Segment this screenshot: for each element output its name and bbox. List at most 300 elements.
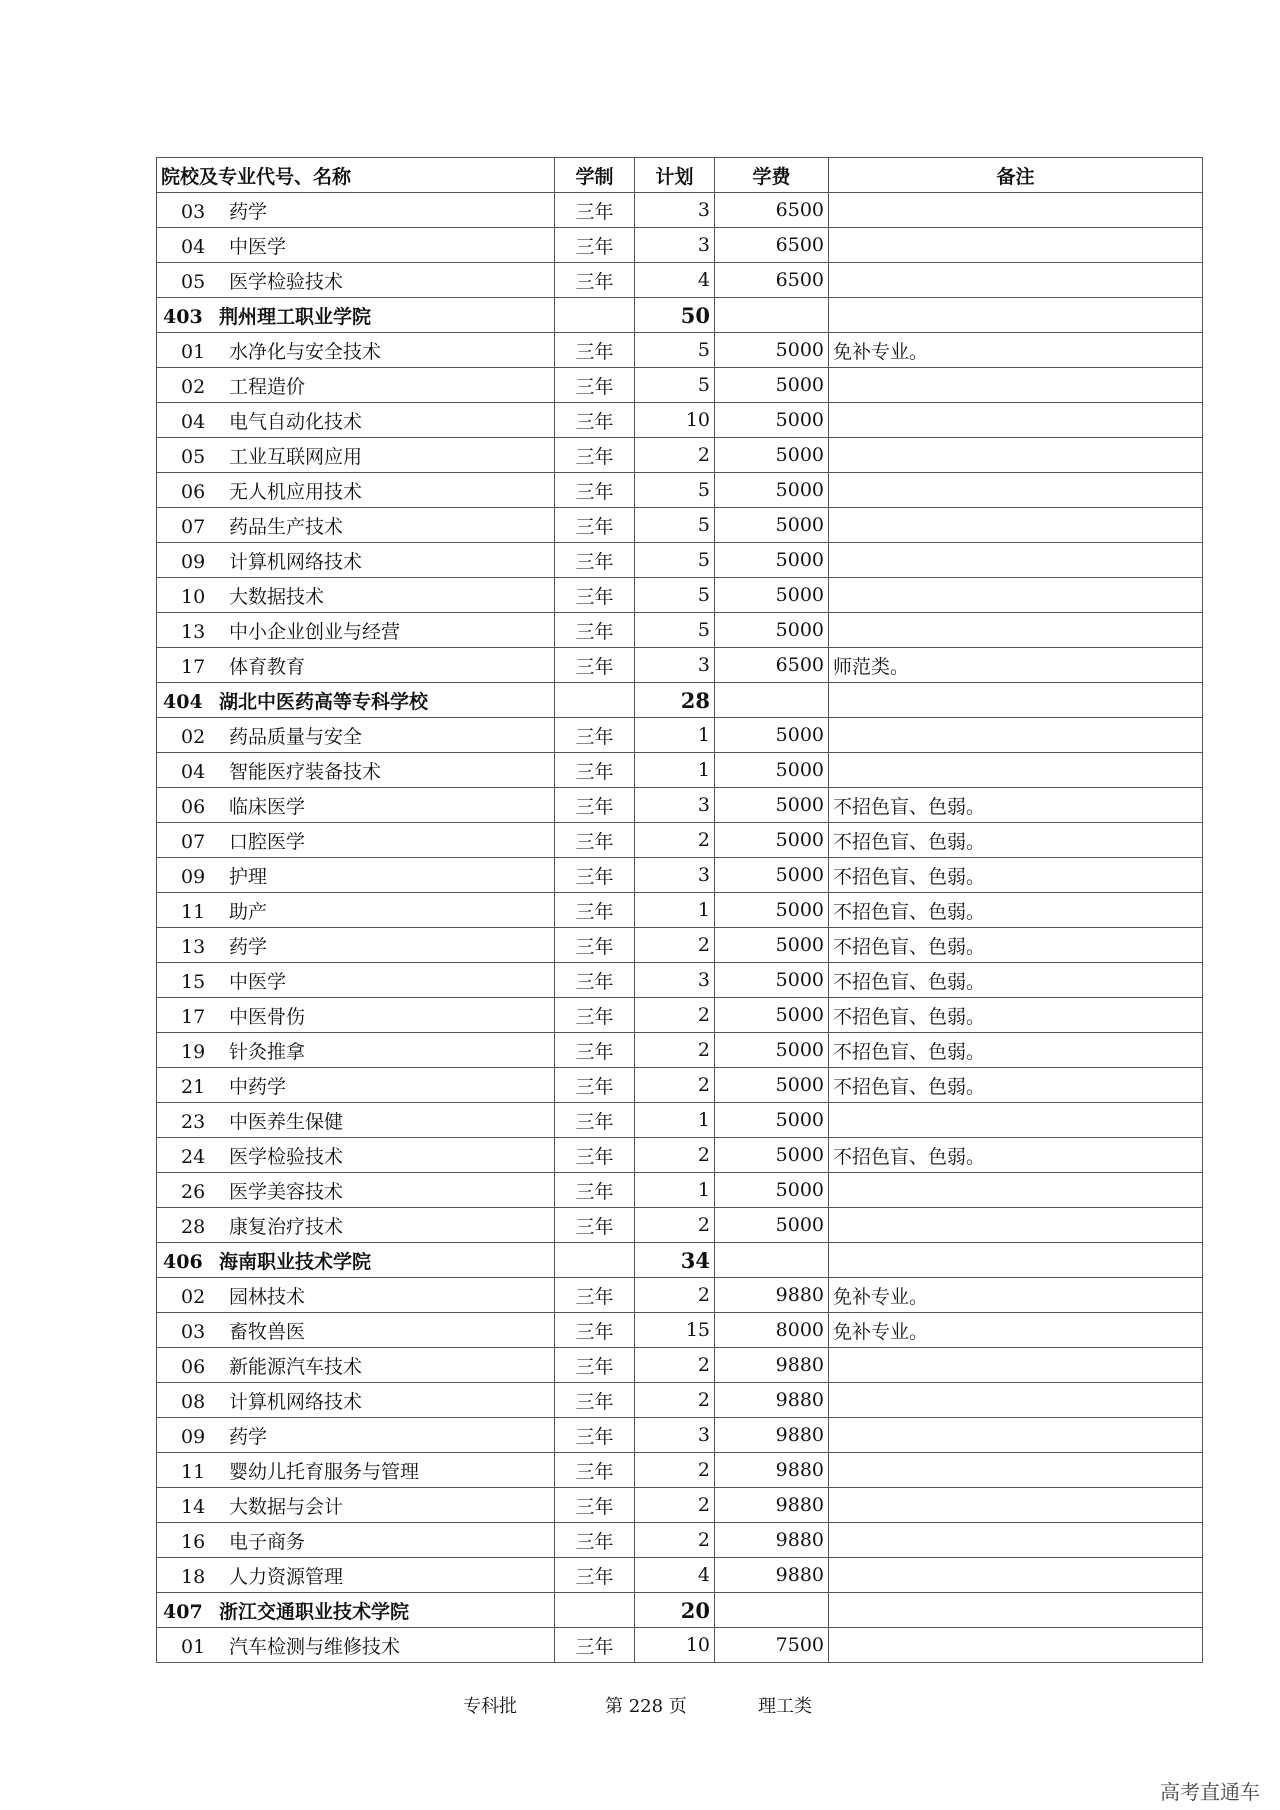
major-cell [157,648,555,683]
major-row [157,193,1203,228]
major-plan: 2 [635,1453,715,1488]
major-note [829,1558,1203,1593]
major-plan: 1 [635,1173,715,1208]
major-code: 02 [181,375,206,398]
major-years: 三年 [555,403,635,438]
major-cell [157,1278,555,1313]
major-note: 不招色盲、色弱。 [829,928,1203,963]
major-cell [157,228,555,263]
major-code: 15 [181,970,206,993]
major-code: 04 [181,235,206,258]
major-note: 不招色盲、色弱。 [829,1068,1203,1103]
major-name: 药学 [229,935,268,958]
major-fee: 9880 [715,1523,829,1558]
major-fee: 5000 [715,578,829,613]
major-row [157,508,1203,543]
major-years: 三年 [555,613,635,648]
major-plan: 3 [635,1418,715,1453]
school-name: 湖北中医药高等专科学校 [219,690,429,713]
major-fee: 9880 [715,1488,829,1523]
major-fee: 5000 [715,543,829,578]
major-code: 08 [181,1390,206,1413]
major-name: 针灸推拿 [229,1040,306,1063]
major-code: 17 [181,1005,206,1028]
major-name: 工业互联网应用 [229,445,363,468]
major-note [829,1453,1203,1488]
major-years: 三年 [555,998,635,1033]
major-name: 助产 [229,900,268,923]
major-years: 三年 [555,1103,635,1138]
major-fee: 5000 [715,893,829,928]
major-fee: 5000 [715,438,829,473]
major-plan: 2 [635,998,715,1033]
major-code: 14 [181,1495,206,1518]
major-note: 不招色盲、色弱。 [829,998,1203,1033]
major-years: 三年 [555,1558,635,1593]
major-code: 10 [181,585,206,608]
major-name: 中小企业创业与经营 [229,620,401,643]
major-name: 电气自动化技术 [229,410,363,433]
table-header-row [157,158,1203,193]
major-years: 三年 [555,928,635,963]
major-name: 工程造价 [229,375,306,398]
major-cell [157,753,555,788]
major-fee: 9880 [715,1453,829,1488]
major-name: 无人机应用技术 [229,480,363,503]
major-code: 06 [181,1355,206,1378]
major-fee: 5000 [715,718,829,753]
major-plan: 10 [635,403,715,438]
major-name: 医学检验技术 [229,270,344,293]
school-code: 403 [163,305,203,328]
major-plan: 1 [635,718,715,753]
major-code: 03 [181,1320,206,1343]
major-row [157,578,1203,613]
major-fee: 5000 [715,473,829,508]
major-plan: 2 [635,438,715,473]
major-note [829,368,1203,403]
school-note-cell [829,1243,1203,1278]
major-fee: 5000 [715,613,829,648]
major-years: 三年 [555,963,635,998]
major-note: 不招色盲、色弱。 [829,1138,1203,1173]
major-code: 06 [181,795,206,818]
school-name: 荆州理工职业学院 [219,305,372,328]
major-fee: 9880 [715,1558,829,1593]
major-fee: 5000 [715,1033,829,1068]
major-cell [157,998,555,1033]
major-years: 三年 [555,228,635,263]
school-plan-total: 50 [635,298,715,333]
major-code: 05 [181,270,206,293]
major-fee: 5000 [715,1103,829,1138]
school-fee-cell [715,1243,829,1278]
major-code: 01 [181,1635,206,1658]
school-code: 404 [163,690,203,713]
major-plan: 2 [635,823,715,858]
major-cell [157,1383,555,1418]
header-fee: 学费 [715,158,829,193]
major-cell [157,473,555,508]
major-name: 中医学 [229,970,287,993]
major-row [157,1558,1203,1593]
school-note-cell [829,1593,1203,1628]
major-years: 三年 [555,1453,635,1488]
major-name: 大数据与会计 [229,1495,344,1518]
major-plan: 4 [635,1558,715,1593]
major-note [829,753,1203,788]
major-plan: 2 [635,928,715,963]
major-name: 中药学 [229,1075,287,1098]
major-name: 护理 [229,865,268,888]
major-note: 师范类。 [829,648,1203,683]
major-note: 不招色盲、色弱。 [829,893,1203,928]
major-note [829,438,1203,473]
major-plan: 5 [635,613,715,648]
major-name: 康复治疗技术 [229,1215,344,1238]
major-fee: 5000 [715,1068,829,1103]
major-name: 体育教育 [229,655,306,678]
watermark-text: 高考直通车 [1160,1780,1260,1804]
school-row [157,683,1203,718]
major-note: 不招色盲、色弱。 [829,788,1203,823]
major-name: 药品生产技术 [229,515,344,538]
major-row [157,823,1203,858]
major-years: 三年 [555,368,635,403]
major-years: 三年 [555,1313,635,1348]
major-row [157,1383,1203,1418]
major-plan: 5 [635,578,715,613]
major-cell [157,1173,555,1208]
major-plan: 3 [635,858,715,893]
major-fee: 5000 [715,998,829,1033]
major-cell [157,1033,555,1068]
school-note-cell [829,298,1203,333]
major-fee: 5000 [715,858,829,893]
major-fee: 6500 [715,228,829,263]
major-row [157,753,1203,788]
major-plan: 15 [635,1313,715,1348]
major-cell [157,543,555,578]
major-years: 三年 [555,1418,635,1453]
major-code: 24 [181,1145,206,1168]
major-code: 02 [181,1285,206,1308]
major-years: 三年 [555,333,635,368]
major-cell [157,613,555,648]
major-plan: 2 [635,1208,715,1243]
major-years: 三年 [555,263,635,298]
major-plan: 2 [635,1383,715,1418]
major-code: 21 [181,1075,206,1098]
major-years: 三年 [555,1208,635,1243]
major-note: 免补专业。 [829,1278,1203,1313]
major-row [157,1628,1203,1663]
major-cell [157,893,555,928]
major-name: 婴幼儿托育服务与管理 [229,1460,420,1483]
major-cell [157,403,555,438]
major-cell [157,823,555,858]
major-years: 三年 [555,1068,635,1103]
major-row [157,1313,1203,1348]
major-name: 医学检验技术 [229,1145,344,1168]
major-row [157,333,1203,368]
major-cell [157,963,555,998]
major-fee: 5000 [715,1173,829,1208]
major-note: 不招色盲、色弱。 [829,1033,1203,1068]
major-plan: 10 [635,1628,715,1663]
major-row [157,1208,1203,1243]
major-name: 水净化与安全技术 [229,340,382,363]
major-name: 临床医学 [229,795,306,818]
major-plan: 1 [635,1103,715,1138]
major-row [157,1068,1203,1103]
major-row [157,1278,1203,1313]
major-years: 三年 [555,823,635,858]
major-row [157,1033,1203,1068]
school-plan-total: 34 [635,1243,715,1278]
major-years: 三年 [555,1033,635,1068]
major-fee: 9880 [715,1418,829,1453]
major-fee: 9880 [715,1278,829,1313]
school-note-cell [829,683,1203,718]
major-name: 畜牧兽医 [229,1320,306,1343]
major-cell [157,1138,555,1173]
school-cell [157,683,555,718]
major-fee: 5000 [715,508,829,543]
major-years: 三年 [555,438,635,473]
major-years: 三年 [555,1278,635,1313]
major-code: 09 [181,865,206,888]
major-note [829,508,1203,543]
major-name: 医学美容技术 [229,1180,344,1203]
major-name: 汽车检测与维修技术 [229,1635,401,1658]
major-years: 三年 [555,1348,635,1383]
major-code: 04 [181,410,206,433]
major-years: 三年 [555,893,635,928]
major-cell [157,928,555,963]
major-code: 11 [181,900,206,923]
major-plan: 2 [635,1348,715,1383]
major-note [829,1383,1203,1418]
major-cell [157,1628,555,1663]
major-row [157,893,1203,928]
header-plan: 计划 [635,158,715,193]
major-plan: 1 [635,893,715,928]
school-code: 407 [163,1600,203,1623]
school-plan-total: 20 [635,1593,715,1628]
major-code: 04 [181,760,206,783]
major-note [829,228,1203,263]
major-note [829,1103,1203,1138]
major-name: 计算机网络技术 [229,1390,363,1413]
major-note [829,263,1203,298]
major-row [157,1103,1203,1138]
major-note [829,1418,1203,1453]
major-plan: 5 [635,368,715,403]
major-fee: 6500 [715,648,829,683]
school-cell [157,1243,555,1278]
major-name: 中医养生保健 [229,1110,344,1133]
major-fee: 5000 [715,928,829,963]
major-fee: 5000 [715,963,829,998]
major-years: 三年 [555,788,635,823]
major-plan: 5 [635,543,715,578]
major-name: 口腔医学 [229,830,306,853]
major-note [829,1488,1203,1523]
major-name: 药学 [229,200,268,223]
major-row [157,1488,1203,1523]
major-note [829,473,1203,508]
major-years: 三年 [555,578,635,613]
major-note [829,613,1203,648]
school-fee-cell [715,1593,829,1628]
school-years-cell [555,1243,635,1278]
major-note [829,578,1203,613]
major-plan: 2 [635,1488,715,1523]
major-years: 三年 [555,1523,635,1558]
major-plan: 5 [635,473,715,508]
major-row [157,1138,1203,1173]
major-fee: 9880 [715,1383,829,1418]
major-code: 18 [181,1565,206,1588]
major-plan: 3 [635,193,715,228]
major-name: 电子商务 [229,1530,306,1553]
major-years: 三年 [555,508,635,543]
header-school-major: 院校及专业代号、名称 [157,158,555,193]
major-name: 中医学 [229,235,287,258]
major-plan: 2 [635,1068,715,1103]
major-row [157,368,1203,403]
school-row [157,1593,1203,1628]
school-years-cell [555,683,635,718]
major-code: 13 [181,935,206,958]
major-years: 三年 [555,858,635,893]
major-code: 02 [181,725,206,748]
major-code: 09 [181,550,206,573]
major-note [829,1348,1203,1383]
major-fee: 5000 [715,1138,829,1173]
major-fee: 6500 [715,193,829,228]
school-years-cell [555,1593,635,1628]
major-row [157,1453,1203,1488]
major-note [829,1628,1203,1663]
major-code: 07 [181,830,206,853]
major-fee: 5000 [715,823,829,858]
major-code: 16 [181,1530,206,1553]
major-plan: 5 [635,333,715,368]
major-row [157,928,1203,963]
major-code: 01 [181,340,206,363]
major-code: 09 [181,1425,206,1448]
major-plan: 1 [635,753,715,788]
school-cell [157,298,555,333]
major-plan: 5 [635,508,715,543]
major-note: 不招色盲、色弱。 [829,858,1203,893]
major-cell [157,1453,555,1488]
major-row [157,438,1203,473]
major-years: 三年 [555,1138,635,1173]
footer-batch: 专科批 [463,1696,517,1717]
major-note [829,403,1203,438]
footer-page-number: 第 228 页 [605,1696,687,1717]
major-note: 不招色盲、色弱。 [829,823,1203,858]
major-code: 13 [181,620,206,643]
major-name: 药品质量与安全 [229,725,363,748]
major-cell [157,438,555,473]
major-row [157,788,1203,823]
major-plan: 2 [635,1278,715,1313]
major-row [157,263,1203,298]
major-name: 药学 [229,1425,268,1448]
major-plan: 3 [635,228,715,263]
major-years: 三年 [555,473,635,508]
major-row [157,858,1203,893]
major-row [157,1418,1203,1453]
major-cell [157,193,555,228]
school-years-cell [555,298,635,333]
school-code: 406 [163,1250,203,1273]
major-row [157,963,1203,998]
major-cell [157,1348,555,1383]
major-cell [157,333,555,368]
major-name: 计算机网络技术 [229,550,363,573]
major-years: 三年 [555,1383,635,1418]
major-cell [157,1208,555,1243]
major-name: 人力资源管理 [229,1565,344,1588]
major-cell [157,508,555,543]
major-plan: 3 [635,963,715,998]
major-code: 23 [181,1110,206,1133]
major-row [157,473,1203,508]
major-name: 园林技术 [229,1285,306,1308]
school-plan-total: 28 [635,683,715,718]
major-note [829,718,1203,753]
major-row [157,1173,1203,1208]
major-fee: 5000 [715,753,829,788]
major-cell [157,718,555,753]
major-note [829,193,1203,228]
major-note: 不招色盲、色弱。 [829,963,1203,998]
major-cell [157,1103,555,1138]
footer-category: 理工类 [758,1696,812,1717]
major-cell [157,578,555,613]
major-plan: 2 [635,1523,715,1558]
major-years: 三年 [555,1173,635,1208]
major-plan: 3 [635,788,715,823]
school-row [157,1243,1203,1278]
major-code: 17 [181,655,206,678]
major-years: 三年 [555,543,635,578]
major-name: 新能源汽车技术 [229,1355,363,1378]
major-row [157,543,1203,578]
school-fee-cell [715,683,829,718]
major-note: 免补专业。 [829,1313,1203,1348]
major-fee: 9880 [715,1348,829,1383]
major-fee: 5000 [715,788,829,823]
major-cell [157,1313,555,1348]
major-name: 中医骨伤 [229,1005,306,1028]
school-fee-cell [715,298,829,333]
major-row [157,998,1203,1033]
major-code: 07 [181,515,206,538]
school-cell [157,1593,555,1628]
major-cell [157,263,555,298]
header-note: 备注 [829,158,1203,193]
major-code: 19 [181,1040,206,1063]
major-fee: 6500 [715,263,829,298]
major-plan: 3 [635,648,715,683]
major-note [829,1523,1203,1558]
